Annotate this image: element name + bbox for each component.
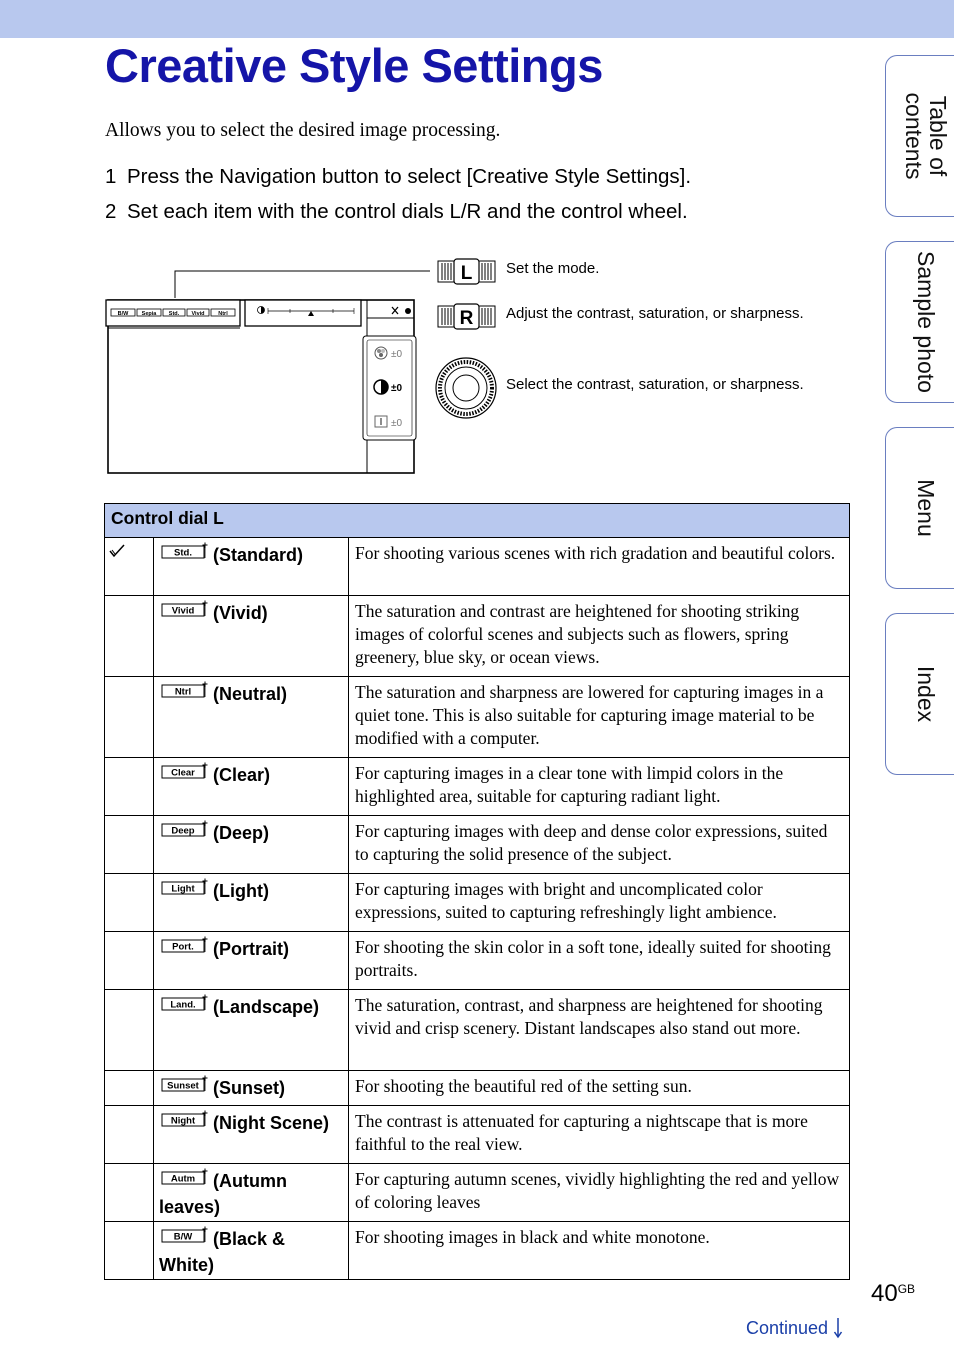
style-name-cell: [154, 1071, 349, 1106]
intro-text: Allows you to select the desired image processing.: [105, 120, 501, 141]
style-description: The contrast is attenuated for capturing a nightscape that is more faithful to the real view.: [349, 1106, 850, 1164]
control-dial-r-icon: [438, 304, 495, 329]
style-badge-icon: [161, 681, 209, 705]
step-2: [105, 200, 688, 224]
style-name-cell: [154, 1164, 349, 1222]
style-description: For shooting the skin color in a soft tone, ideally suited for shooting portraits.: [349, 932, 850, 990]
tab-label: Sample photo: [912, 251, 939, 393]
step-number: 2: [105, 200, 117, 223]
row-check-cell: [105, 596, 154, 677]
style-badge-icon: [161, 820, 209, 844]
continued-link[interactable]: [746, 1317, 843, 1339]
style-name-cell: [154, 677, 349, 758]
style-name-cell: [154, 932, 349, 990]
checkmark-icon: [109, 544, 125, 558]
table-row: [105, 874, 850, 932]
table-row: [105, 816, 850, 874]
style-badge-icon: [161, 1168, 209, 1192]
row-check-cell: [105, 758, 154, 816]
style-name-cell: [154, 596, 349, 677]
step-text: Set each item with the control dials L/R and the control wheel.: [127, 200, 688, 223]
row-check-cell: [105, 990, 154, 1071]
style-name-cell: [154, 816, 349, 874]
strip-ntrl: Ntrl: [218, 311, 228, 317]
style-name-cell: [154, 758, 349, 816]
tab-index[interactable]: [885, 613, 954, 775]
style-name-cell: [154, 874, 349, 932]
row-check-cell: [105, 1071, 154, 1106]
style-badge-icon: [161, 1075, 209, 1099]
style-badge-icon: [161, 878, 209, 902]
top-header-bar: [0, 0, 954, 38]
style-name: (Standard): [213, 544, 303, 565]
strip-bw: B/W: [117, 311, 129, 317]
svg-text:Sunset: Sunset: [167, 1080, 199, 1092]
style-name: (Landscape): [213, 996, 320, 1017]
style-badge-icon: [161, 542, 209, 566]
contrast-value: ±0: [391, 383, 403, 394]
svg-text:Std.: Std.: [174, 547, 192, 559]
contrast-icon: [374, 380, 388, 394]
table-row: [105, 1164, 850, 1222]
tab-menu[interactable]: [885, 427, 954, 589]
annotation-set-mode: Set the mode.: [506, 260, 600, 277]
style-name: (Vivid): [213, 602, 268, 623]
style-description: For capturing autumn scenes, vividly highlighting the red and yellow of coloring leaves: [349, 1164, 850, 1222]
style-name: (Light): [213, 880, 269, 901]
sharpness-icon: [375, 416, 387, 427]
page-number: $40^{GB}$: [871, 1280, 916, 1307]
style-description: For shooting various scenes with rich gradation and beautiful colors.: [349, 538, 850, 596]
svg-text:Night: Night: [170, 1115, 196, 1127]
style-name: (Sunset): [213, 1077, 285, 1098]
row-check-cell: [105, 538, 154, 596]
style-badge-icon: [161, 1226, 209, 1250]
tab-label: Index: [912, 665, 939, 723]
table-row: [105, 677, 850, 758]
tab-label: Table of contents: [900, 92, 951, 180]
table-row: [105, 932, 850, 990]
svg-text:Clear: Clear: [171, 767, 195, 779]
style-description: For capturing images with bright and uncomplicated color expressions, suited to capturing refreshingly light ambience.: [349, 874, 850, 932]
step-1: [105, 165, 691, 189]
table-row: [105, 758, 850, 816]
page-title: Creative Style Settings: [105, 39, 603, 92]
table-header: Control dial L: [105, 504, 850, 538]
style-name: (Clear): [213, 764, 271, 785]
style-description: For shooting the beautiful red of the setting sun.: [349, 1071, 850, 1106]
row-check-cell: [105, 1106, 154, 1164]
strip-sepia: Sepia: [141, 311, 157, 317]
style-description: The saturation and contrast are heightened for shooting striking images of colorful scenes and subjects such as flowers, spring greenery, blue sky, or ocean views.: [349, 596, 850, 677]
style-description: For capturing images with deep and dense color expressions, suited to capturing the solid presence of the subject.: [349, 816, 850, 874]
mode-strip: [106, 300, 240, 326]
camera-screen-diagram: [0, 240, 870, 490]
control-dial-l-icon: [438, 259, 495, 284]
style-description: The saturation and sharpness are lowered for capturing images in a quiet tone. This is also suitable for capturing image material to be modified with a computer.: [349, 677, 850, 758]
style-badge-icon: [161, 600, 209, 624]
style-description: For shooting images in black and white monotone.: [349, 1222, 850, 1280]
dial-l-letter: L: [460, 263, 473, 284]
saturation-icon: [375, 347, 387, 359]
strip-std: Std.: [168, 311, 180, 317]
row-check-cell: [105, 677, 154, 758]
step-text: Press the Navigation button to select [Creative Style Settings].: [127, 165, 692, 188]
style-name-cell: [154, 990, 349, 1071]
style-description: The saturation, contrast, and sharpness are heightened for shooting vivid and crisp scenery. Distant landscapes also stand out more.: [349, 990, 850, 1071]
svg-text:Vivid: Vivid: [171, 605, 195, 617]
style-badge-icon: [161, 936, 209, 960]
table-row: [105, 1071, 850, 1106]
row-check-cell: [105, 932, 154, 990]
dial-r-letter: R: [459, 308, 474, 329]
control-wheel-icon: [436, 358, 496, 418]
style-name: (Neutral): [213, 683, 288, 704]
annotation-select: Select the contrast, saturation, or sharpness.: [506, 376, 804, 393]
style-name-cell: [154, 1106, 349, 1164]
arrow-down-icon: [833, 1317, 843, 1339]
table-row: [105, 1106, 850, 1164]
style-name: (Portrait): [213, 938, 289, 959]
step-number: 1: [105, 165, 117, 188]
contrast-slider: [245, 300, 361, 326]
svg-text:Ntrl: Ntrl: [174, 686, 192, 698]
creative-style-table: [104, 503, 850, 1280]
table-row: [105, 1222, 850, 1280]
svg-text:Deep: Deep: [171, 825, 195, 837]
style-name-cell: [154, 538, 349, 596]
style-badge-icon: [161, 1110, 209, 1134]
style-name: (Autumn leaves): [159, 1170, 287, 1217]
style-badge-icon: [161, 994, 209, 1018]
row-check-cell: [105, 874, 154, 932]
table-row: [105, 538, 850, 596]
tab-table-of-contents[interactable]: [885, 55, 954, 217]
annotation-adjust: Adjust the contrast, saturation, or sharpness.: [506, 305, 804, 322]
adjust-panel: [363, 336, 416, 440]
row-check-cell: [105, 1164, 154, 1222]
style-name: (Night Scene): [213, 1112, 330, 1133]
tab-sample-photo[interactable]: [885, 241, 954, 403]
row-check-cell: [105, 1222, 154, 1280]
saturation-value: ±0: [391, 349, 403, 360]
style-badge-icon: [161, 762, 209, 786]
row-check-cell: [105, 816, 154, 874]
style-name: (Black & White): [159, 1228, 286, 1275]
table-row: [105, 990, 850, 1071]
svg-text:B/W: B/W: [173, 1231, 193, 1243]
style-name-cell: [154, 1222, 349, 1280]
svg-text:Autm: Autm: [170, 1173, 196, 1185]
style-description: For capturing images in a clear tone with limpid colors in the highlighted area, suitable for capturing radiant light.: [349, 758, 850, 816]
sharpness-value: ±0: [391, 418, 403, 429]
tab-label: Menu: [912, 479, 939, 537]
table-row: [105, 596, 850, 677]
svg-text:Port.: Port.: [172, 941, 194, 953]
strip-vivid: Vivid: [191, 311, 205, 317]
style-name: (Deep): [213, 822, 270, 843]
continued-label: Continued: [746, 1318, 829, 1338]
svg-text:Light: Light: [171, 883, 195, 895]
svg-text:Land.: Land.: [170, 999, 196, 1011]
